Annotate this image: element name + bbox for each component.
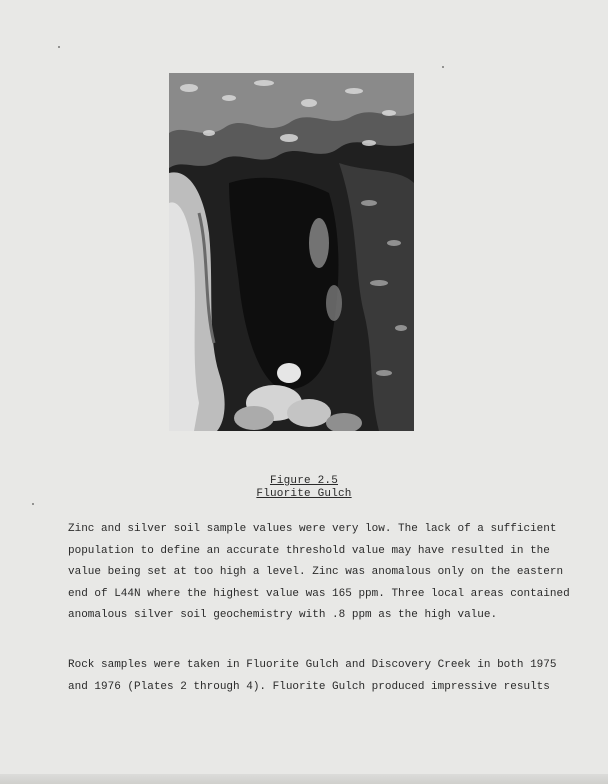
scan-speck <box>58 46 60 48</box>
body-paragraph <box>68 519 570 627</box>
photo-fluorite-gulch <box>169 73 414 431</box>
figure-title-text: Fluorite Gulch <box>256 488 352 500</box>
figure-number <box>0 475 608 487</box>
scan-speck <box>442 66 444 68</box>
text-line: Zinc and silver soil sample values were very low. The lack of a sufficient <box>68 523 557 535</box>
body-paragraph <box>68 655 557 698</box>
text-line: value being set at too high a level. Zinc was anomalous only on the eastern <box>68 566 564 579</box>
text-line: anomalous silver soil geochemistry with .8 ppm as the high value. <box>68 609 498 622</box>
gulch-photograph <box>169 73 414 431</box>
text-line: and 1976 (Plates 2 through 4). Fluorite Gulch produced impressive results <box>68 680 550 693</box>
figure-number-text: Figure 2.5 <box>269 475 338 487</box>
text-line: Rock samples were taken in Fluorite Gulch and Discovery Creek in both 1975 <box>68 659 557 671</box>
scan-speck <box>32 503 34 505</box>
page-bottom-edge <box>0 774 608 784</box>
text-line: population to define an accurate threshold value may have resulted in the <box>68 544 550 557</box>
text-line: end of L44N where the highest value was 165 ppm. Three local areas contained <box>68 587 570 600</box>
figure-title <box>0 488 608 500</box>
